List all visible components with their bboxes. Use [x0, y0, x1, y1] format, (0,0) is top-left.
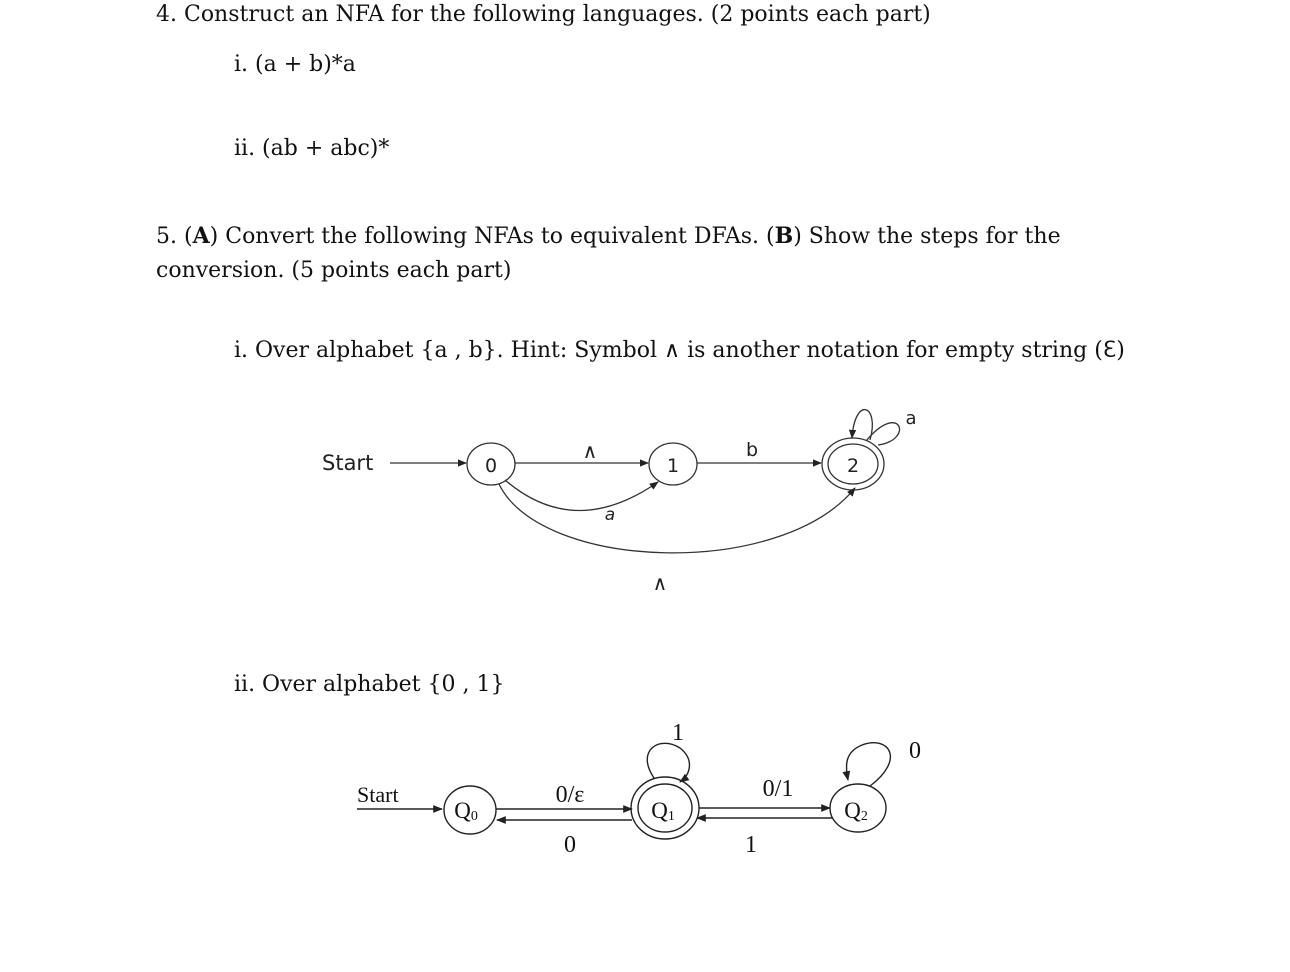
nfa1-state-0-label: 0 — [484, 455, 498, 477]
nfa2-edge-q1-q0-label: 0 — [564, 832, 576, 858]
nfa2-loop-q2-label: 0 — [909, 738, 921, 764]
nfa2-edge-q1-q2-label: 0/1 — [762, 776, 794, 802]
nfa1-state-2-label: 2 — [846, 455, 860, 477]
question-4-part-i: i. (a + b)*a — [234, 52, 356, 77]
nfa1-edge-1-2-b-label: b — [745, 439, 759, 461]
nfa1-loop-2-label: a — [905, 408, 917, 429]
nfa2-loop-q1 — [647, 743, 689, 782]
question-5-heading-line1: 5. (A) Convert the following NFAs to equivalent DFAs. (B) Show the steps for the — [156, 223, 1061, 249]
nfa2-state-q2-label: Q2 — [844, 798, 868, 824]
nfa2-start-label: Start — [357, 782, 399, 807]
question-4-part-ii: ii. (ab + abc)* — [234, 136, 390, 161]
nfa2-state-q0-label: Q0 — [454, 798, 478, 824]
nfa1-edge-0-1-a — [505, 480, 658, 511]
question-5-heading-line2: conversion. (5 points each part) — [156, 258, 512, 283]
nfa1-edge-0-2-lambda-label: ∧ — [652, 571, 668, 595]
nfa2-loop-q2 — [846, 743, 890, 786]
nfa2-diagram — [357, 720, 921, 858]
question-5-part-i: i. Over alphabet {a , b}. Hint: Symbol ∧ is another notation for empty string (ℇ) — [234, 338, 1125, 363]
nfa1-state-1-label: 1 — [666, 455, 680, 477]
nfa1-edge-0-1-a-label: a — [604, 505, 616, 525]
nfa1-diagram — [322, 408, 917, 595]
part-b-marker: B — [774, 223, 794, 249]
part-a-marker: A — [192, 223, 210, 249]
question-5-part-ii: ii. Over alphabet {0 , 1} — [234, 672, 505, 697]
nfa1-edge-0-1-lambda-label: ∧ — [582, 439, 598, 463]
nfa2-edge-q0-q1-label: 0/ε — [555, 782, 585, 808]
nfa1-start-label: Start — [322, 451, 374, 475]
nfa2-state-q1-label: Q1 — [651, 798, 675, 824]
nfa1-loop-2-arrow — [852, 410, 872, 440]
nfa1-edge-0-2-lambda — [499, 484, 855, 553]
nfa2-loop-q1-label: 1 — [672, 720, 684, 746]
question-4-heading: 4. Construct an NFA for the following languages. (2 points each part) — [156, 2, 931, 27]
lambda-symbol: ∧ — [664, 338, 681, 363]
nfa2-edge-q2-q1-label: 1 — [745, 832, 757, 858]
